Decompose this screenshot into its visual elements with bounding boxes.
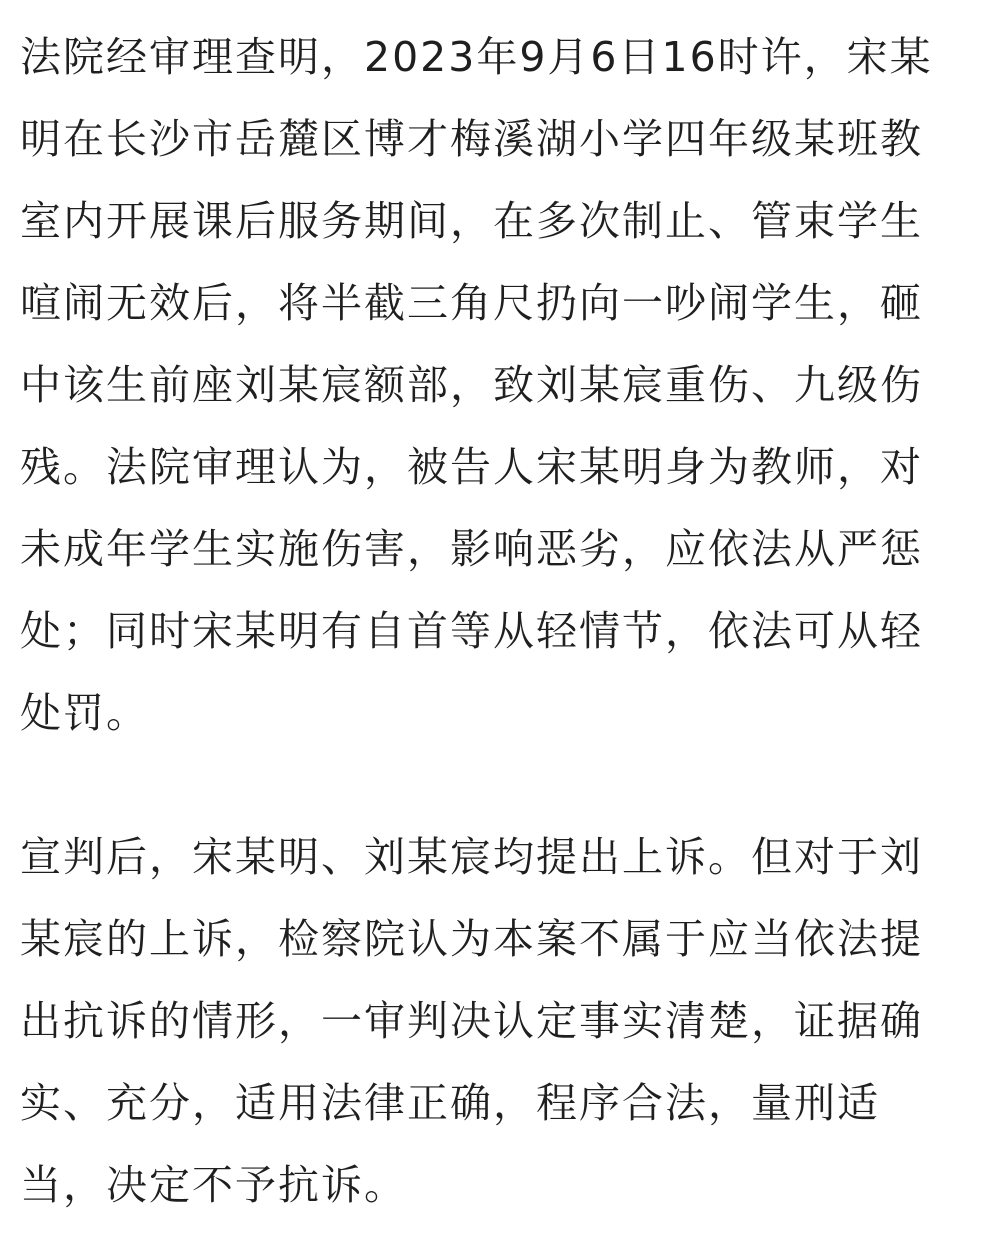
paragraph-line: 某宸的上诉，检察院认为本案不属于应当依法提 — [20, 915, 923, 963]
paragraph-line: 明在长沙市岳麓区博才梅溪湖小学四年级某班教 — [20, 115, 923, 163]
paragraph-appeal — [20, 816, 923, 1226]
paragraph-line: 法院经审理查明，2023年9月6日16时许，宋某 — [20, 33, 933, 81]
paragraph-line: 喧闹无效后，将半截三角尺扔向一吵闹学生，砸 — [20, 279, 923, 327]
paragraph-line: 出抗诉的情形，一审判决认定事实清楚，证据确 — [20, 997, 923, 1045]
paragraph-line: 当，决定不予抗诉。 — [20, 1161, 407, 1209]
paragraph-line: 室内开展课后服务期间，在多次制止、管束学生 — [20, 197, 923, 245]
paragraph-line: 中该生前座刘某宸额部，致刘某宸重伤、九级伤 — [20, 361, 923, 409]
paragraph-line: 处罚。 — [20, 689, 149, 737]
paragraph-line: 宣判后，宋某明、刘某宸均提出上诉。但对于刘 — [20, 833, 923, 881]
paragraph-verdict-facts — [20, 16, 933, 754]
paragraph-line: 实、充分，适用法律正确，程序合法，量刑适 — [20, 1079, 880, 1127]
paragraph-line: 残。法院审理认为，被告人宋某明身为教师，对 — [20, 443, 923, 491]
paragraph-line: 处；同时宋某明有自首等从轻情节，依法可从轻 — [20, 607, 923, 655]
paragraph-line: 未成年学生实施伤害，影响恶劣，应依法从严惩 — [20, 525, 923, 573]
